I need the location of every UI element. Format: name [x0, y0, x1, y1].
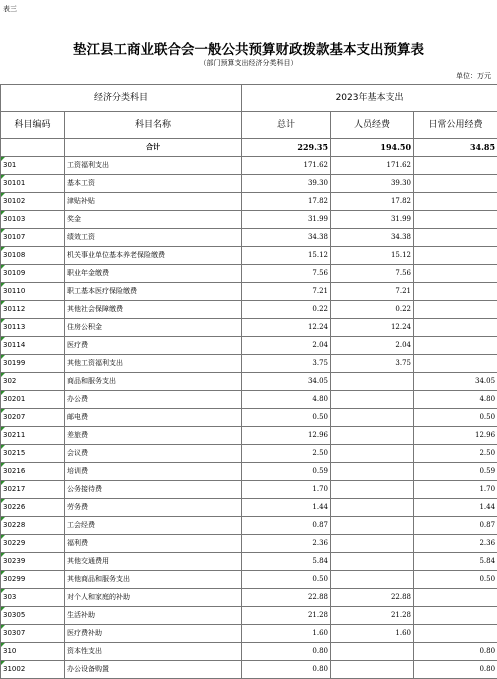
- code-cell: 30216: [1, 463, 65, 481]
- code-cell: 31002: [1, 661, 65, 679]
- code-cell: 30201: [1, 391, 65, 409]
- code-cell: 30228: [1, 517, 65, 535]
- table-row: [1, 265, 497, 283]
- name-cell: 职工基本医疗保险缴费: [65, 283, 242, 301]
- personnel-cell: 15.12: [331, 247, 414, 265]
- budget-table-body: [1, 85, 497, 679]
- budget-table: [0, 84, 497, 679]
- total-cell: 17.82: [242, 193, 331, 211]
- code-cell: 30103: [1, 211, 65, 229]
- public-cell: [414, 319, 497, 337]
- public-cell: 12.96: [414, 427, 497, 445]
- public-cell: 0.50: [414, 409, 497, 427]
- total-cell: 0.87: [242, 517, 331, 535]
- table-row: [1, 283, 497, 301]
- table-row: [1, 571, 497, 589]
- total-cell: 15.12: [242, 247, 331, 265]
- personnel-cell: 171.62: [331, 157, 414, 175]
- total-cell: 0.59: [242, 463, 331, 481]
- code-cell: 301: [1, 157, 65, 175]
- name-cell: 其他交通费用: [65, 553, 242, 571]
- total-cell: 2.04: [242, 337, 331, 355]
- total-cell: 0.50: [242, 571, 331, 589]
- total-cell: 21.28: [242, 607, 331, 625]
- table-row: [1, 553, 497, 571]
- table-row: [1, 427, 497, 445]
- public-cell: 0.87: [414, 517, 497, 535]
- personnel-cell: [331, 463, 414, 481]
- public-cell: 1.44: [414, 499, 497, 517]
- public-cell: 0.80: [414, 643, 497, 661]
- personnel-cell: [331, 553, 414, 571]
- public-cell: 1.70: [414, 481, 497, 499]
- personnel-cell: [331, 661, 414, 679]
- total-cell: 1.70: [242, 481, 331, 499]
- code-cell: 30226: [1, 499, 65, 517]
- code-cell: 30229: [1, 535, 65, 553]
- personnel-cell: [331, 409, 414, 427]
- total-cell: 31.99: [242, 211, 331, 229]
- table-row: [1, 499, 497, 517]
- total-cell: 0.80: [242, 661, 331, 679]
- code-cell: 30107: [1, 229, 65, 247]
- table-row: [1, 355, 497, 373]
- public-cell: [414, 337, 497, 355]
- personnel-cell: [331, 517, 414, 535]
- personnel-cell: 22.88: [331, 589, 414, 607]
- total-cell: 34.05: [242, 373, 331, 391]
- name-cell: 住房公积金: [65, 319, 242, 337]
- name-cell: 基本工资: [65, 175, 242, 193]
- personnel-header: 人员经费: [331, 112, 414, 139]
- name-cell: 邮电费: [65, 409, 242, 427]
- personnel-cell: 1.60: [331, 625, 414, 643]
- personnel-cell: 17.82: [331, 193, 414, 211]
- total-cell: 0.22: [242, 301, 331, 319]
- name-cell: 津贴补贴: [65, 193, 242, 211]
- table-row: [1, 193, 497, 211]
- total-personnel: 194.50: [331, 139, 414, 157]
- total-cell: 7.21: [242, 283, 331, 301]
- name-cell: 差旅费: [65, 427, 242, 445]
- table-row: [1, 463, 497, 481]
- code-cell: 310: [1, 643, 65, 661]
- table-row: [1, 517, 497, 535]
- table-row: [1, 445, 497, 463]
- name-cell: 办公费: [65, 391, 242, 409]
- public-cell: 0.50: [414, 571, 497, 589]
- public-cell: 2.50: [414, 445, 497, 463]
- code-cell: 30199: [1, 355, 65, 373]
- personnel-cell: [331, 391, 414, 409]
- code-cell: 30114: [1, 337, 65, 355]
- name-cell: 奖金: [65, 211, 242, 229]
- name-cell: 医疗费: [65, 337, 242, 355]
- total-header: 总计: [242, 112, 331, 139]
- public-cell: [414, 229, 497, 247]
- total-total: 229.35: [242, 139, 331, 157]
- total-cell: 34.38: [242, 229, 331, 247]
- code-cell: 30211: [1, 427, 65, 445]
- total-public: 34.85: [414, 139, 497, 157]
- total-cell: 5.84: [242, 553, 331, 571]
- personnel-cell: 7.21: [331, 283, 414, 301]
- code-cell: 30113: [1, 319, 65, 337]
- personnel-cell: 2.04: [331, 337, 414, 355]
- name-header: 科目名称: [65, 112, 242, 139]
- name-cell: 对个人和家庭的补助: [65, 589, 242, 607]
- public-cell: [414, 211, 497, 229]
- total-cell: 0.80: [242, 643, 331, 661]
- code-cell: 30307: [1, 625, 65, 643]
- name-cell: 资本性支出: [65, 643, 242, 661]
- name-cell: 机关事业单位基本养老保险缴费: [65, 247, 242, 265]
- personnel-cell: [331, 535, 414, 553]
- name-cell: 劳务费: [65, 499, 242, 517]
- personnel-cell: [331, 481, 414, 499]
- total-code-cell: [1, 139, 65, 157]
- public-cell: [414, 247, 497, 265]
- table-row: [1, 481, 497, 499]
- name-cell: 生活补助: [65, 607, 242, 625]
- total-label: 合计: [65, 139, 242, 157]
- code-cell: 30217: [1, 481, 65, 499]
- table-row: [1, 247, 497, 265]
- table-number-label: 表三: [3, 4, 17, 14]
- name-cell: 工会经费: [65, 517, 242, 535]
- table-row: [1, 337, 497, 355]
- name-cell: 绩效工资: [65, 229, 242, 247]
- personnel-cell: 7.56: [331, 265, 414, 283]
- header-row-group: [1, 85, 497, 112]
- total-cell: 12.24: [242, 319, 331, 337]
- name-cell: 工资福利支出: [65, 157, 242, 175]
- table-row: [1, 607, 497, 625]
- name-cell: 培训费: [65, 463, 242, 481]
- table-row: [1, 643, 497, 661]
- total-cell: 1.44: [242, 499, 331, 517]
- code-cell: 303: [1, 589, 65, 607]
- table-row: [1, 373, 497, 391]
- code-cell: 30101: [1, 175, 65, 193]
- public-cell: [414, 607, 497, 625]
- total-cell: 39.30: [242, 175, 331, 193]
- header-row-columns: [1, 112, 497, 139]
- table-row: [1, 661, 497, 679]
- public-cell: 5.84: [414, 553, 497, 571]
- personnel-cell: 31.99: [331, 211, 414, 229]
- public-cell: 34.05: [414, 373, 497, 391]
- total-cell: 12.96: [242, 427, 331, 445]
- name-cell: 会议费: [65, 445, 242, 463]
- table-row: [1, 409, 497, 427]
- code-cell: 302: [1, 373, 65, 391]
- table-row: [1, 625, 497, 643]
- total-cell: 171.62: [242, 157, 331, 175]
- code-header: 科目编码: [1, 112, 65, 139]
- personnel-cell: 3.75: [331, 355, 414, 373]
- personnel-cell: 34.38: [331, 229, 414, 247]
- name-cell: 商品和服务支出: [65, 373, 242, 391]
- year-basic-header: 2023年基本支出: [242, 85, 497, 112]
- personnel-cell: [331, 445, 414, 463]
- personnel-cell: 39.30: [331, 175, 414, 193]
- total-cell: 2.36: [242, 535, 331, 553]
- code-cell: 30102: [1, 193, 65, 211]
- code-cell: 30299: [1, 571, 65, 589]
- name-cell: 职业年金缴费: [65, 265, 242, 283]
- table-row: [1, 211, 497, 229]
- public-cell: [414, 301, 497, 319]
- total-row: [1, 139, 497, 157]
- table-row: [1, 229, 497, 247]
- table-row: [1, 319, 497, 337]
- public-cell: 0.80: [414, 661, 497, 679]
- total-cell: 0.50: [242, 409, 331, 427]
- public-cell: [414, 193, 497, 211]
- name-cell: 办公设备购置: [65, 661, 242, 679]
- code-cell: 30109: [1, 265, 65, 283]
- personnel-cell: [331, 427, 414, 445]
- table-row: [1, 157, 497, 175]
- page-subtitle: （部门预算支出经济分类科目）: [0, 58, 497, 68]
- public-cell: [414, 175, 497, 193]
- personnel-cell: [331, 373, 414, 391]
- name-cell: 其他商品和服务支出: [65, 571, 242, 589]
- code-cell: 30110: [1, 283, 65, 301]
- code-cell: 30239: [1, 553, 65, 571]
- table-row: [1, 301, 497, 319]
- public-cell: 0.59: [414, 463, 497, 481]
- total-cell: 1.60: [242, 625, 331, 643]
- public-cell: 4.80: [414, 391, 497, 409]
- public-cell: 2.36: [414, 535, 497, 553]
- personnel-cell: [331, 499, 414, 517]
- personnel-cell: [331, 643, 414, 661]
- code-cell: 30112: [1, 301, 65, 319]
- name-cell: 公务接待费: [65, 481, 242, 499]
- table-row: [1, 391, 497, 409]
- personnel-cell: [331, 571, 414, 589]
- unit-label: 单位：万元: [456, 71, 491, 81]
- public-cell: [414, 283, 497, 301]
- table-row: [1, 535, 497, 553]
- name-cell: 其他工资福利支出: [65, 355, 242, 373]
- total-cell: 2.50: [242, 445, 331, 463]
- table-row: [1, 175, 497, 193]
- total-cell: 7.56: [242, 265, 331, 283]
- code-cell: 30207: [1, 409, 65, 427]
- personnel-cell: 0.22: [331, 301, 414, 319]
- name-cell: 医疗费补助: [65, 625, 242, 643]
- public-cell: [414, 355, 497, 373]
- personnel-cell: 21.28: [331, 607, 414, 625]
- code-cell: 30305: [1, 607, 65, 625]
- econ-class-header: 经济分类科目: [1, 85, 242, 112]
- code-cell: 30108: [1, 247, 65, 265]
- name-cell: 其他社会保障缴费: [65, 301, 242, 319]
- page-title: 垫江县工商业联合会一般公共预算财政拨款基本支出预算表: [0, 38, 497, 58]
- name-cell: 福利费: [65, 535, 242, 553]
- public-header: 日常公用经费: [414, 112, 497, 139]
- public-cell: [414, 157, 497, 175]
- total-cell: 3.75: [242, 355, 331, 373]
- personnel-cell: 12.24: [331, 319, 414, 337]
- public-cell: [414, 265, 497, 283]
- total-cell: 4.80: [242, 391, 331, 409]
- total-cell: 22.88: [242, 589, 331, 607]
- code-cell: 30215: [1, 445, 65, 463]
- public-cell: [414, 625, 497, 643]
